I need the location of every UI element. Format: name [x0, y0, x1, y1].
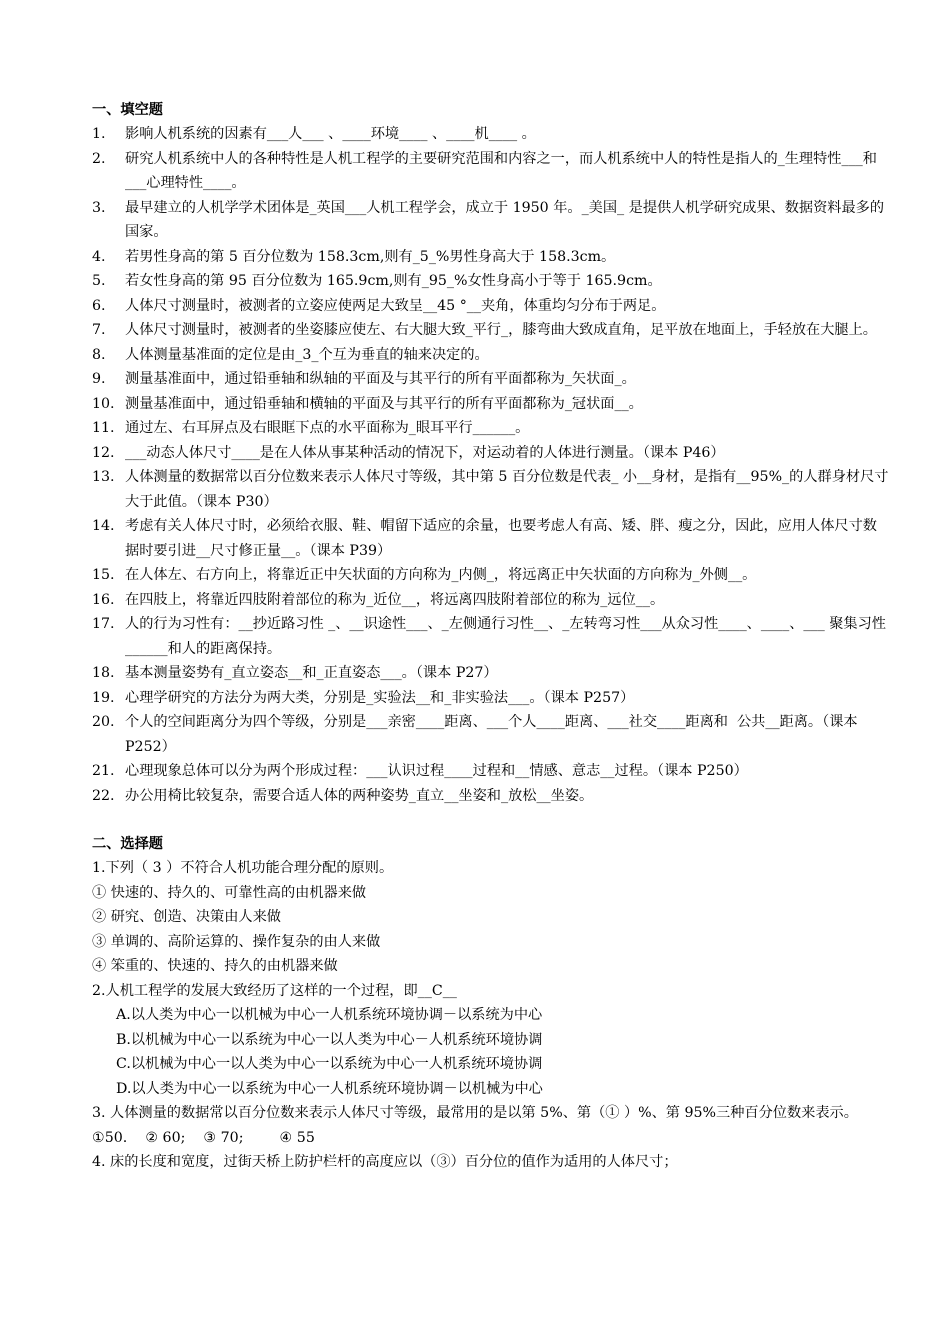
choice-line: 1.下列（ 3 ）不符合人机功能合理分配的原则。: [92, 860, 394, 876]
question-number: 4.: [92, 248, 106, 265]
question-number: 19.: [92, 689, 115, 706]
section1-title: 一、填空题: [92, 102, 163, 118]
fill-question: [92, 661, 890, 686]
choice-line: ①50. ② 60; ③ 70; ④ 55: [92, 1129, 315, 1146]
question-number: 21.: [92, 763, 115, 779]
fill-question: [92, 759, 890, 784]
question-number: 7.: [92, 322, 106, 338]
fill-in-question-list: [92, 122, 890, 808]
question-number: 18.: [92, 665, 115, 681]
question-number: 22.: [92, 787, 115, 804]
question-text: 人体尺寸测量时，被测者的坐姿膝应使左、右大腿大致_平行_，膝弯曲大致成直角，足平放在地面上，手轻放在大腿上。: [125, 322, 877, 338]
choice-line: ① 快速的、持久的、可靠性高的由机器来做: [92, 884, 367, 901]
question-number: 13.: [92, 469, 115, 485]
choice-option: A.以人类为中心一以机械为中心一人机系统环境协调－以系统为中心: [116, 1007, 543, 1023]
choice-line: 2.人机工程学的发展大致经历了这样的一个过程，即__C__: [92, 982, 457, 999]
question-number: 2.: [92, 150, 106, 167]
question-text: 在人体左、右方向上，将靠近正中矢状面的方向称为_内侧_，将远离正中矢状面的方向称为_外侧__。: [125, 567, 757, 583]
fill-question: [92, 318, 890, 343]
question-text: 通过左、右耳屏点及右眼眶下点的水平面称为_眼耳平行______。: [125, 420, 530, 436]
fill-question: [92, 612, 890, 661]
question-number: 9.: [92, 371, 106, 387]
choice-line: 3. 人体测量的数据常以百分位数来表示人体尺寸等级，最常用的是以第 5%、第（① ）%、第 95%三种百分位数来表示。: [92, 1105, 858, 1121]
fill-question: [92, 416, 890, 441]
choice-line: ③ 单调的、高阶运算的、操作复杂的由人来做: [92, 933, 381, 950]
fill-question: [92, 196, 890, 245]
fill-question: [92, 392, 890, 417]
question-text: 若男性身高的第 5 百分位数为 158.3cm,则有_5_%男性身高大于 158.3cm。: [125, 248, 616, 265]
question-text: 办公用椅比较复杂，需要合适人体的两种姿势_直立__坐姿和_放松__坐姿。: [125, 787, 594, 804]
fill-question: [92, 441, 890, 466]
question-text: 最早建立的人机学学术团体是_英国___人机工程学会，成立于 1950 年。_美国_ 是提供人机学研究成果、数据资料最多的国家。: [125, 199, 885, 240]
question-text: 人体尺寸测量时，被测者的立姿应使两足大致呈__45 °__夹角，体重均匀分布于两足。: [125, 297, 666, 314]
question-number: 5.: [92, 273, 106, 289]
question-number: 20.: [92, 714, 115, 730]
question-number: 10.: [92, 395, 115, 412]
choice-line: 4. 床的长度和宽度，过街天桥上防护栏杆的高度应以（③）百分位的值作为适用的人体尺寸；: [92, 1154, 678, 1170]
question-text: 测量基准面中，通过铅垂轴和横轴的平面及与其平行的所有平面都称为_冠状面__。: [125, 395, 643, 412]
fill-question: [92, 294, 890, 319]
fill-question: [92, 269, 890, 294]
choice-question-list: [92, 856, 890, 1175]
fill-question: [92, 147, 890, 196]
choice-line: ② 研究、创造、决策由人来做: [92, 909, 281, 925]
question-text: 人的行为习性有：__抄近路习性 _、__识途性___、_左侧通行习性__、_左转弯习性___从众习性____、____、___ 聚集习性______和人的距离保持。: [125, 616, 886, 657]
question-number: 15.: [92, 567, 115, 583]
question-number: 6.: [92, 297, 106, 314]
choice-option: D.以人类为中心一以系统为中心一人机系统环境协调－以机械为中心: [116, 1080, 543, 1097]
question-number: 8.: [92, 346, 106, 363]
question-text: 人体测量基准面的定位是由_3_个互为垂直的轴来决定的。: [125, 346, 489, 363]
question-text: ___动态人体尺寸____是在人体从事某种活动的情况下，对运动着的人体进行测量。（课本 P46）: [125, 444, 725, 461]
fill-question: [92, 343, 890, 368]
fill-question: [92, 710, 890, 759]
question-text: 测量基准面中，通过铅垂轴和纵轴的平面及与其平行的所有平面都称为_矢状面_。: [125, 371, 636, 387]
fill-question: [92, 122, 890, 147]
choice-line: ④ 笨重的、快速的、持久的由机器来做: [92, 958, 338, 974]
section-gap: [92, 808, 890, 832]
fill-question: [92, 367, 890, 392]
question-text: 若女性身高的第 95 百分位数为 165.9cm,则有_95_%女性身高小于等于 165.9cm。: [125, 273, 662, 289]
section2-title: 二、选择题: [92, 836, 163, 852]
question-number: 16.: [92, 591, 115, 608]
question-number: 14.: [92, 518, 115, 534]
question-text: 影响人机系统的因素有___人___ 、____环境____ 、____机____ 。: [125, 126, 536, 142]
fill-question: [92, 588, 890, 613]
question-text: 研究人机系统中人的各种特性是人机工程学的主要研究范围和内容之一，而人机系统中人的特性是指人的_生理特性___和___心理特性____。: [125, 150, 877, 191]
question-text: 心理学研究的方法分为两大类，分别是_实验法__和_非实验法___。（课本 P257）: [125, 689, 635, 706]
question-text: 个人的空间距离分为四个等级，分别是___亲密____距离、___个人____距离、___社交____距离和 公共__距离。（课本 P252）: [125, 714, 863, 755]
question-number: 17.: [92, 616, 115, 632]
fill-question: [92, 514, 890, 563]
choice-option: B.以机械为中心一以系统为中心一以人类为中心－人机系统环境协调: [116, 1031, 543, 1048]
question-number: 3.: [92, 199, 106, 216]
question-number: 12.: [92, 444, 115, 461]
question-text: 考虑有关人体尺寸时，必须给衣服、鞋、帽留下适应的余量，也要考虑人有高、矮、胖、瘦之分，因此，应用人体尺寸数据时要引进__尺寸修正量__。（课本 P39）: [125, 518, 877, 559]
fill-question: [92, 465, 890, 514]
question-text: 心理现象总体可以分为两个形成过程：___认识过程____过程和__情感、意志__过程。（课本 P250）: [125, 763, 748, 779]
fill-question: [92, 784, 890, 809]
question-number: 1.: [92, 126, 106, 142]
question-text: 人体测量的数据常以百分位数来表示人体尺寸等级，其中第 5 百分位数是代表_ 小__身材，是指有__95%_的人群身材尺寸大于此值。（课本 P30）: [125, 469, 889, 510]
question-number: 11.: [92, 420, 115, 436]
fill-question: [92, 686, 890, 711]
question-text: 在四肢上，将靠近四肢附着部位的称为_近位__，将远离四肢附着部位的称为_远位__。: [125, 591, 665, 608]
fill-question: [92, 245, 890, 270]
question-text: 基本测量姿势有_直立姿态__和_正直姿态___。（课本 P27）: [125, 665, 498, 681]
fill-question: [92, 563, 890, 588]
choice-option: C.以机械为中心一以人类为中心一以系统为中心一人机系统环境协调: [116, 1056, 543, 1072]
